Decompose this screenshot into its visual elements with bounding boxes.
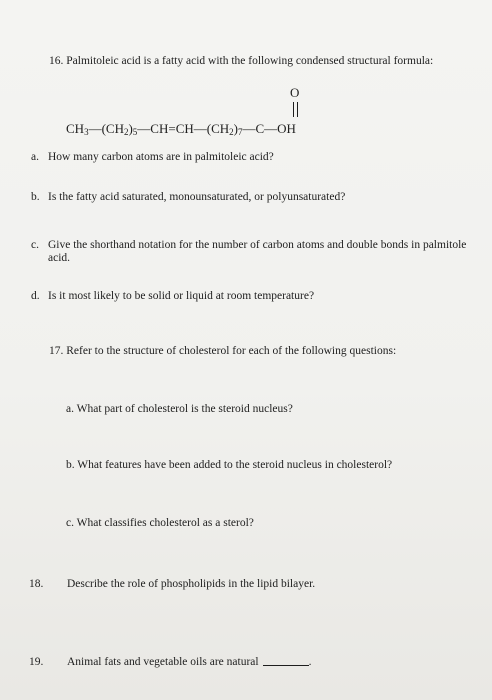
q16d-text: Is it most likely to be solid or liquid at room temperature? (48, 290, 315, 302)
q17c-text: c. What classifies cholesterol as a sterol? (66, 517, 254, 529)
q16d-letter: d. (31, 290, 40, 302)
q16a-text: How many carbon atoms are in palmitoleic acid? (48, 151, 274, 163)
formula-double-bond (292, 102, 300, 118)
q16c-letter: c. (31, 239, 39, 251)
q17-stem: 17. Refer to the structure of cholesterol for each of the following questions: (49, 345, 397, 357)
q19-number: 19. (29, 656, 44, 668)
formula-main-chain: $CH_3—(CH_2)_5—CH=CH—(CH_2)_7—C—OH$ (66, 121, 296, 137)
palmitoleic-acid-formula (66, 85, 366, 140)
q16b-text: Is the fatty acid saturated, monounsaturated, or polyunsaturated? (48, 191, 346, 203)
q18-text: Describe the role of phospholipids in the lipid bilayer. (67, 578, 316, 590)
q16c-text: Give the shorthand notation for the number of carbon atoms and double bonds in palmitole (48, 239, 467, 251)
q17a-text: a. What part of cholesterol is the steroid nucleus? (66, 403, 293, 415)
q16-stem: 16. Palmitoleic acid is a fatty acid with the following condensed structural formula: (49, 55, 434, 67)
q19-text: Animal fats and vegetable oils are natural . (67, 656, 312, 668)
q16c-text-continued: acid. (48, 252, 71, 264)
q16b-letter: b. (31, 191, 40, 203)
formula-oxygen: O (290, 85, 300, 100)
q17b-text: b. What features have been added to the steroid nucleus in cholesterol? (66, 459, 393, 471)
q19-answer-blank[interactable] (263, 665, 309, 666)
q18-number: 18. (29, 578, 44, 590)
q16a-letter: a. (31, 151, 39, 163)
